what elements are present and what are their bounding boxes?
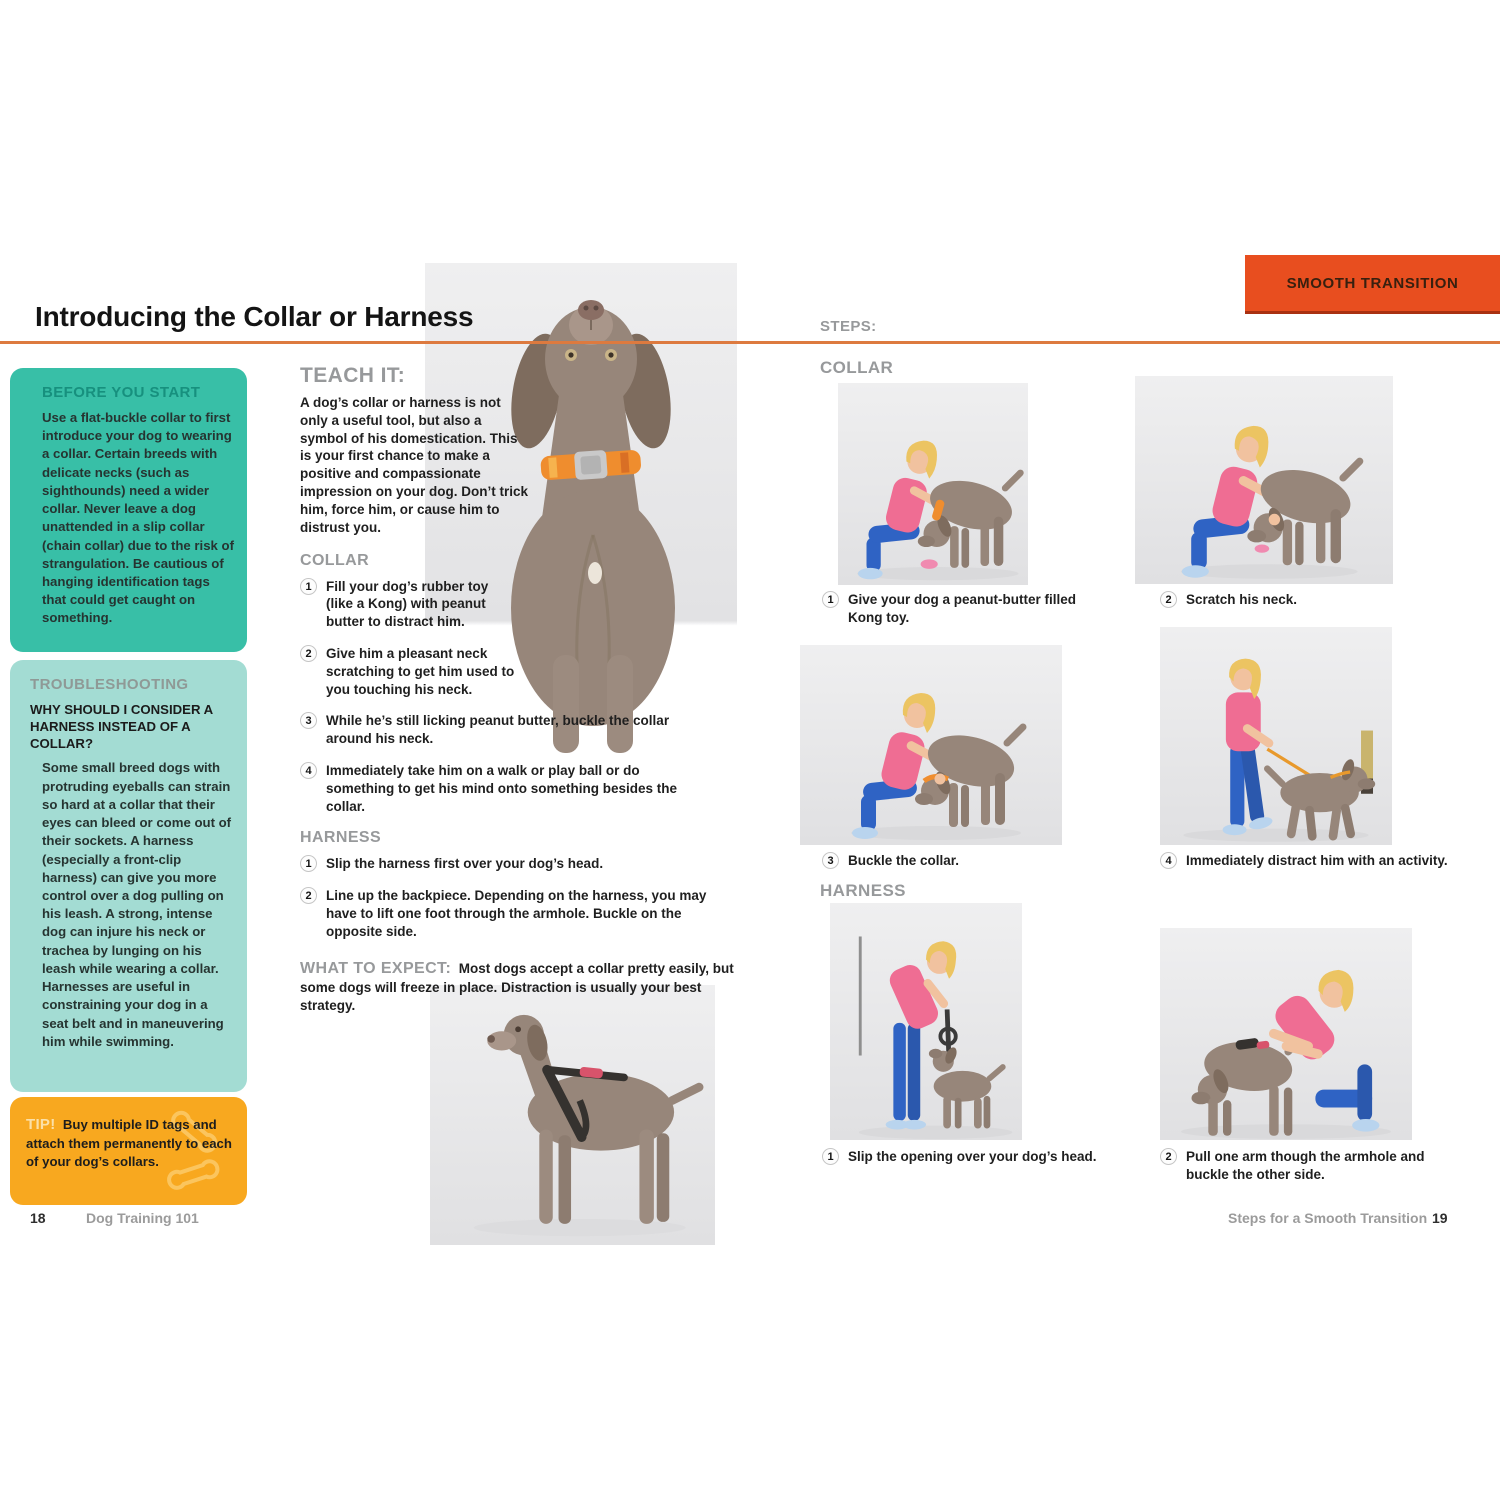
teach-it-heading: TEACH IT: (300, 364, 406, 387)
collar-step (300, 712, 700, 748)
collar-photos-label: COLLAR (820, 358, 894, 377)
photo-caption (1160, 591, 1400, 609)
troubleshooting-box (10, 660, 247, 1092)
tip-body-text: Buy multiple ID tags and attach them permanently to each of your dog’s collars. (26, 1117, 232, 1170)
harness-step (300, 855, 645, 873)
teach-it-body: A dog’s collar or harness is not only a useful tool, but also a symbol of his domestication. This is your first chance to make a positive and compassionate impression on your dog. Don’t trick him, force him, or cause him to distrust you. (300, 395, 529, 535)
teach-it-column (300, 364, 745, 1014)
step-text: Line up the backpiece. Depending on the harness, you may have to lift one foot through the armhole. Buckle on the opposite side. (326, 888, 707, 939)
caption-number: 4 (1160, 852, 1177, 869)
tip-text (26, 1115, 233, 1171)
before-you-start-box (10, 368, 247, 652)
collar-step (300, 645, 518, 698)
what-to-expect-label: WHAT TO EXPECT: (300, 959, 452, 977)
photo-collar-step-4 (1160, 627, 1392, 845)
tip-label: TIP! (26, 1116, 56, 1133)
caption-text: Buckle the collar. (848, 853, 960, 868)
caption-number: 3 (822, 852, 839, 869)
harness-photos-label: HARNESS (820, 881, 906, 900)
collar-step (300, 762, 700, 815)
step-text: Give him a pleasant neck scratching to get him used to you touching his neck. (326, 645, 515, 697)
harness-steps-heading: HARNESS (300, 829, 382, 847)
chapter-banner: SMOOTH TRANSITION (1245, 255, 1500, 314)
caption-text: Scratch his neck. (1186, 592, 1298, 607)
step-number: 4 (300, 762, 317, 779)
troubleshooting-heading: TROUBLESHOOTING (30, 676, 189, 693)
step-text: Immediately take him on a walk or play ball or do something to get his mind onto something besides the collar. (326, 763, 678, 814)
photo-dog-harness-standing (430, 985, 715, 1245)
caption-number: 1 (822, 1148, 839, 1165)
collar-steps-heading: COLLAR (300, 551, 370, 569)
photo-caption (822, 1148, 1157, 1166)
caption-number: 1 (822, 591, 839, 608)
step-number: 3 (300, 712, 317, 729)
steps-label: STEPS: (820, 318, 877, 335)
photo-collar-step-1 (838, 383, 1028, 585)
caption-text: Pull one arm though the armhole and buckle the other side. (1186, 1149, 1425, 1182)
photo-harness-step-1 (830, 903, 1022, 1140)
troubleshooting-body: Some small breed dogs with protruding eyeballs can strain so hard at a collar that their eyes can bleed or come out of their sockets. A harness (especially a front-clip harness) can give you more control over a dog pulling on his leash. A strong, intense dog can injure his neck or trachea by lunging on his leash while wearing a collar. Harnesses are useful in constraining your dog in a seat belt and in maneuvering him while swimming. (42, 760, 232, 1049)
photo-caption (1160, 1148, 1460, 1184)
book-title-footer: Dog Training 101 (86, 1210, 199, 1226)
step-number: 1 (300, 578, 317, 595)
before-you-start-heading: BEFORE YOU START (42, 384, 201, 401)
step-number: 2 (300, 887, 317, 904)
step-number: 1 (300, 855, 317, 872)
step-text: Slip the harness first over your dog’s head. (326, 856, 604, 872)
what-to-expect (300, 958, 734, 1015)
before-you-start-body: Use a flat-buckle collar to first introduce your dog to wearing a collar. Certain breeds with delicate necks (such as sighthounds) need a wider collar. Never leave a dog unattended in a slip collar (chain collar) due to the risk of strangulation. Be cautious of hanging identification tags that could get caught on something. (42, 410, 234, 626)
caption-text: Immediately distract him with an activity. (1186, 853, 1448, 868)
caption-text: Give your dog a peanut-butter filled Kong toy. (848, 592, 1077, 625)
troubleshooting-question: WHY SHOULD I CONSIDER A HARNESS INSTEAD OF A COLLAR? (30, 702, 213, 752)
section-title-footer: Steps for a Smooth Transition (1228, 1210, 1428, 1226)
step-text: Fill your dog’s rubber toy (like a Kong) with peanut butter to distract him. (326, 578, 489, 630)
step-text: While he’s still licking peanut butter, buckle the collar around his neck. (326, 713, 670, 747)
collar-step (300, 578, 518, 631)
photo-collar-step-3 (800, 645, 1062, 845)
caption-text: Slip the opening over your dog’s head. (848, 1149, 1097, 1164)
photo-caption (822, 852, 1062, 870)
page-title: Introducing the Collar or Harness (35, 301, 474, 332)
photo-caption (822, 591, 1078, 627)
photo-harness-step-2 (1160, 928, 1412, 1140)
page-number-right: 19 (1432, 1210, 1448, 1226)
page-number-left: 18 (30, 1210, 46, 1226)
harness-step (300, 887, 734, 940)
caption-number: 2 (1160, 591, 1177, 608)
photo-caption (1160, 852, 1500, 870)
tip-box (10, 1097, 247, 1205)
step-number: 2 (300, 645, 317, 662)
photo-collar-step-2 (1135, 376, 1393, 584)
accent-rule (0, 341, 1500, 344)
caption-number: 2 (1160, 1148, 1177, 1165)
what-to-expect-body: Most dogs accept a collar pretty easily, but some dogs will freeze in place. Distraction is usually your best strategy. (300, 960, 734, 1013)
